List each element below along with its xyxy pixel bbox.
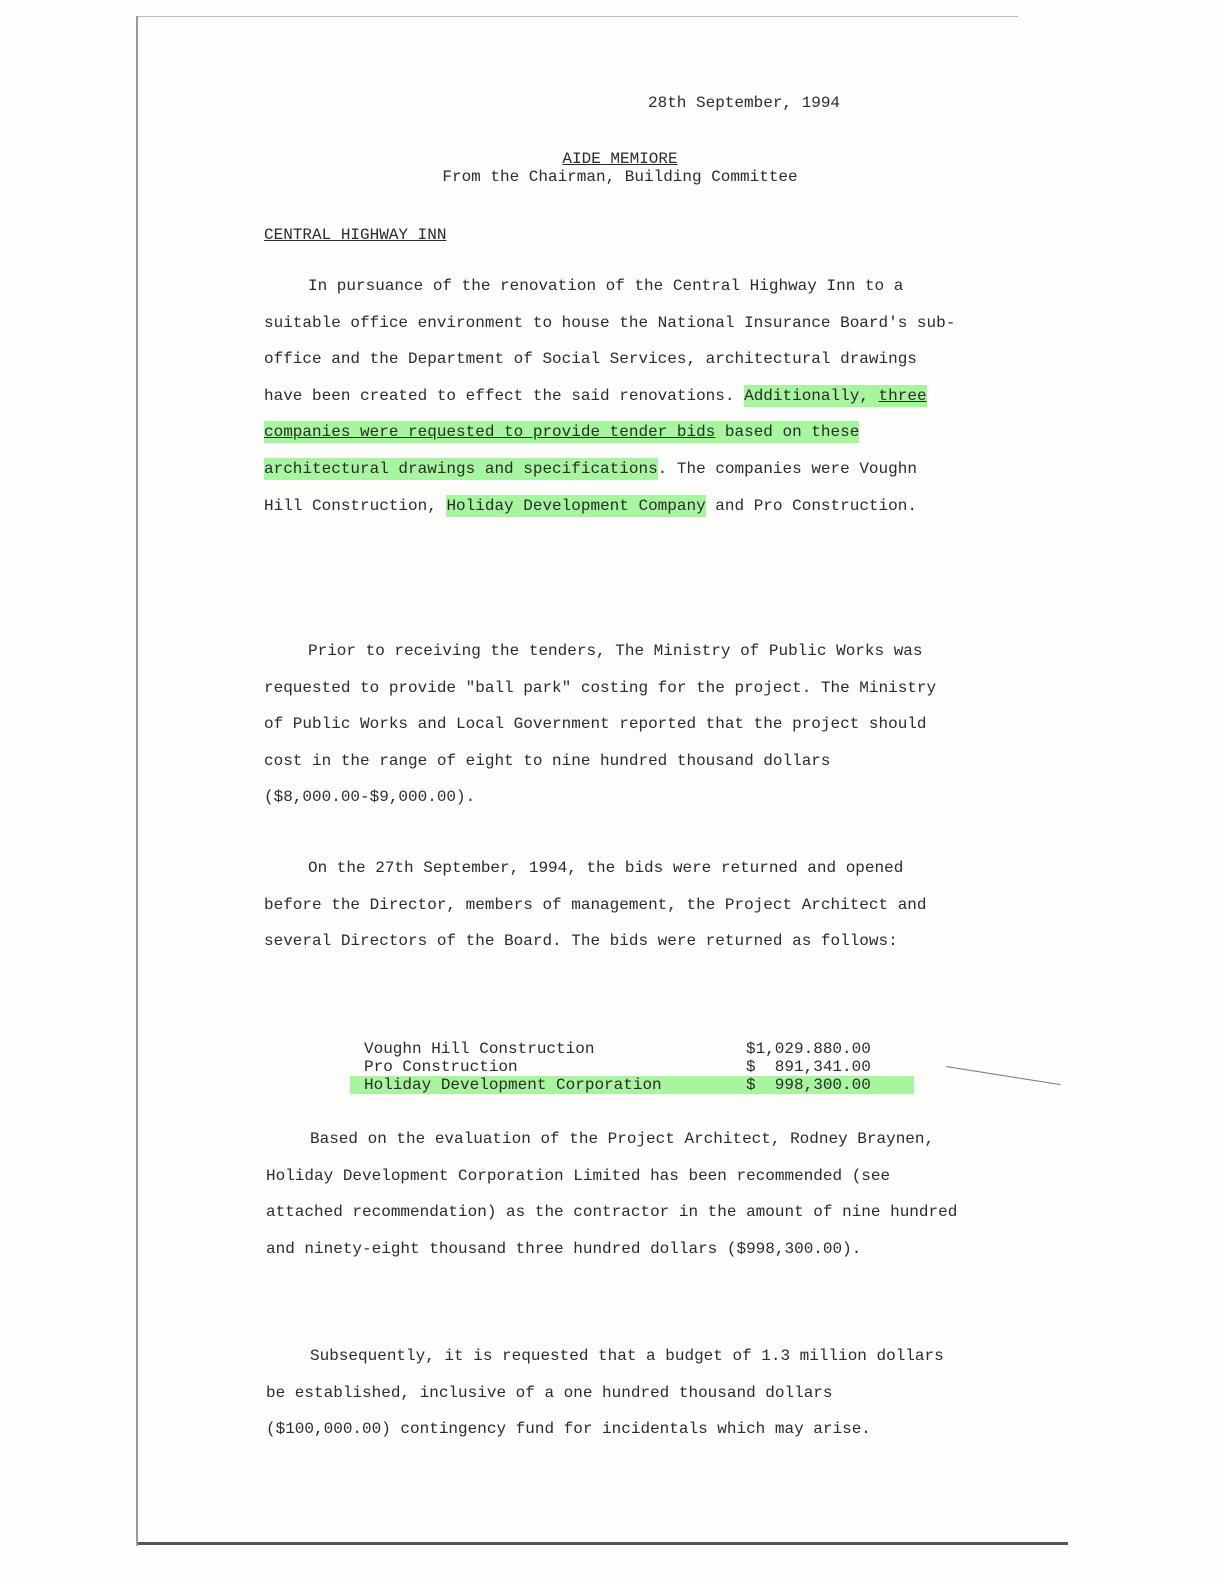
memo-date: 28th September, 1994: [648, 94, 841, 112]
highlight-end: based on these architectural drawings and specifications: [264, 423, 860, 478]
underlined-tender-request: three companies were requested to provide tender bids: [264, 386, 927, 442]
paragraph-recommendation-text: Based on the evaluation of the Project Architect, Rodney Braynen, Holiday Development Corporation Limited has been recommended (see attached recommendation) as the contractor in the amount of nine hundred and ninety-eight thousand three hundred dollars ($998,300.00).: [266, 1130, 958, 1258]
paragraph-ministry-costing: [264, 633, 964, 816]
memo-title-text: AIDE MEMIORE: [562, 150, 678, 168]
paragraph-recommendation: [266, 1121, 966, 1267]
sentence-period: .: [657, 459, 668, 478]
bid-company-name: Pro Construction: [364, 1058, 518, 1076]
bid-company-name: Voughn Hill Construction: [364, 1040, 595, 1058]
companies-lead: The companies were Voughn Hill Construction,: [264, 459, 917, 515]
bid-row-voughn-hill: [364, 1040, 924, 1058]
paragraph-bids-returned-text: On the 27th September, 1994, the bids were returned and opened before the Director, members of management, the Project Architect and several Directors of the Board. The bids were returned as follows:: [264, 859, 927, 951]
paragraph-renovation-intro: In pursuance of the renovation of the Central Highway Inn to a suitable office environment to house the National Insurance Board's sub-office and the Department of Social Services, architectural drawings have been created to effect the said renovations.: [264, 277, 956, 405]
bids-table: [364, 1040, 924, 1094]
paragraph-budget-request: [266, 1338, 966, 1448]
bid-amount: $ 891,341.00: [746, 1058, 871, 1076]
paragraph-ministry-costing-text: Prior to receiving the tenders, The Ministry of Public Works was requested to provide "ball park" costing for the project. The Ministry of Public Works and Local Government reported that the project should cost in the range of eight to nine hundred thousand dollars ($8,000.00-$9,000.00).: [264, 642, 937, 807]
highlight-start: Additionally,: [744, 386, 869, 405]
pen-stroke-mark: [946, 1066, 1061, 1085]
bid-amount: $ 998,300.00: [746, 1076, 871, 1094]
bid-amount: $1,029.880.00: [746, 1040, 871, 1058]
companies-tail: and Pro Construction.: [715, 496, 917, 515]
memo-from: From the Chairman, Building Committee: [442, 168, 798, 186]
bid-company-name: Holiday Development Corporation: [364, 1076, 662, 1094]
memo-title: [8, 150, 1224, 168]
highlighted-company-name: Holiday Development Company: [446, 496, 706, 515]
paragraph-budget-request-text: Subsequently, it is requested that a budget of 1.3 million dollars be established, inclusive of a one hundred thousand dollars ($100,000.00) contingency fund for incidentals which may arise.: [266, 1347, 944, 1439]
paragraph-renovation: [264, 268, 964, 524]
scan-edge-left: [136, 16, 138, 1546]
bid-row-pro-construction: [364, 1058, 924, 1076]
bid-row-holiday-development: [350, 1076, 914, 1094]
scan-edge-bottom: [138, 1542, 1068, 1545]
scan-edge-top: [138, 16, 1018, 17]
paragraph-bids-returned: [264, 850, 964, 960]
memo-subject: CENTRAL HIGHWAY INN: [264, 226, 447, 244]
